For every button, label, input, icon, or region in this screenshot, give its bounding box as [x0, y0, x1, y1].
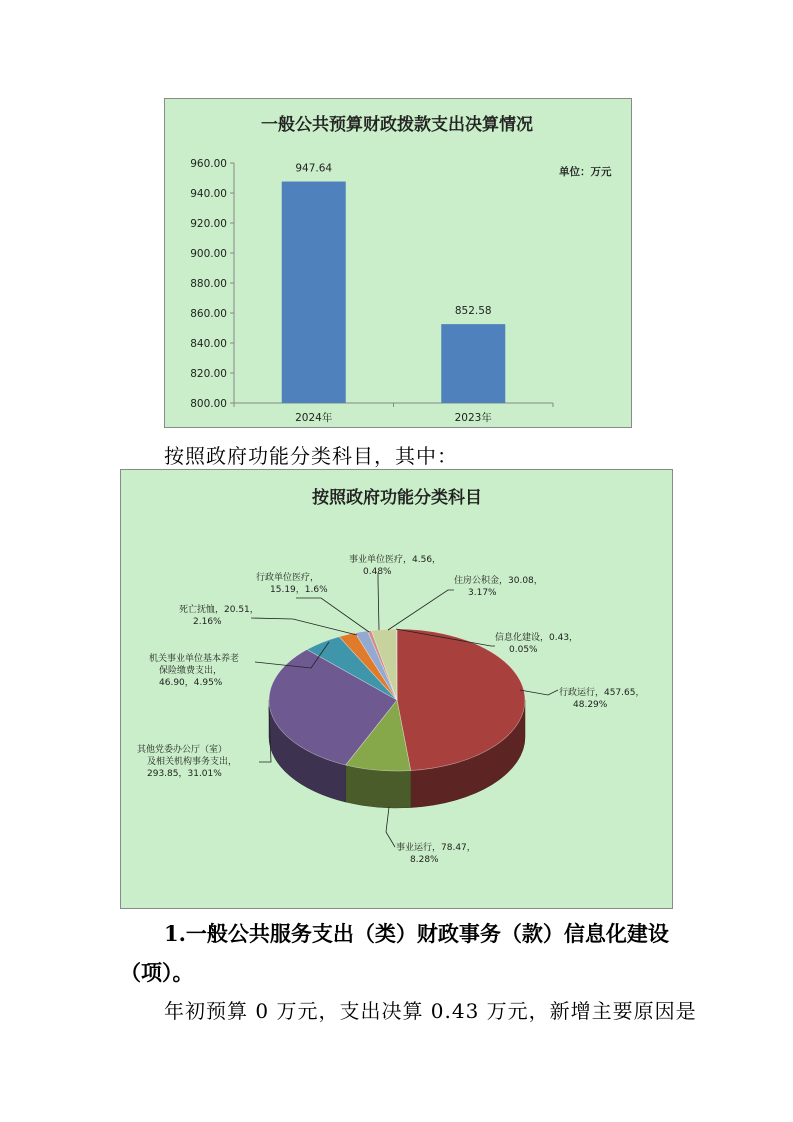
bar-chart [164, 98, 632, 428]
pie-leader-line [388, 590, 454, 630]
pie-chart-title: 按照政府功能分类科目 [312, 488, 482, 508]
pie-leader-line [251, 618, 357, 635]
y-tick-label: 960.00 [190, 158, 227, 170]
body-text: 年初预算 0 万元，支出决算 0.43 万元，新增主要原因是 [164, 999, 697, 1023]
y-tick-label: 900.00 [190, 248, 227, 260]
pie-label: 信息化建设，0.43， 0.05% [495, 633, 579, 655]
pie-slice-side [346, 765, 411, 808]
pie-label: 事业单位医疗，4.56， 0.48% [349, 555, 442, 577]
y-tick-label: 880.00 [190, 278, 227, 290]
y-tick-label: 840.00 [190, 338, 227, 350]
pie-leader-line [386, 807, 395, 847]
y-tick-label: 800.00 [190, 398, 227, 410]
pie-label: 行政单位医疗， 15.19，1.6% [256, 573, 328, 595]
pie-label: 机关事业单位基本养老保险缴费支出， 46.90，4.95% [149, 654, 240, 688]
bar-2024年 [282, 182, 346, 403]
y-tick-label: 820.00 [190, 368, 227, 380]
intro-text: 按照政府功能分类科目，其中： [164, 444, 458, 468]
section-heading-line1: 1.一般公共服务支出（类）财政事务（款）信息化建设 [164, 921, 669, 946]
y-tick-label: 860.00 [190, 308, 227, 320]
pie-label: 其他党委办公厅（室）及相关机构事务支出， 293.85，31.01% [137, 745, 238, 779]
pie-label: 行政运行，457.65， 48.29% [559, 688, 645, 710]
bar-value-label: 852.58 [454, 305, 492, 318]
y-tick-label: 920.00 [190, 218, 227, 230]
y-tick-label: 940.00 [190, 188, 227, 200]
bar-chart-title: 一般公共预算财政拨款支出决算情况 [261, 115, 533, 135]
bar-2023年 [441, 324, 505, 403]
x-tick-label: 2024年 [295, 412, 333, 424]
pie-leader-line [520, 690, 558, 695]
pie-chart-svg [121, 470, 672, 908]
bar-value-label: 947.64 [295, 162, 333, 175]
bar-chart-unit: 单位：万元 [559, 166, 612, 178]
pie-label: 住房公积金，30.08， 3.17% [454, 576, 543, 598]
pie-label: 死亡抚恤，20.51， 2.16% [179, 605, 259, 627]
section-heading-line2: （项）。 [120, 960, 194, 985]
pie-leader-line [296, 598, 369, 632]
pie-chart [120, 469, 673, 909]
pie-leader-line [378, 573, 379, 630]
x-tick-label: 2023年 [454, 412, 492, 424]
bar-chart-svg [165, 99, 631, 427]
pie-label: 事业运行，78.47， 8.28% [396, 843, 476, 865]
